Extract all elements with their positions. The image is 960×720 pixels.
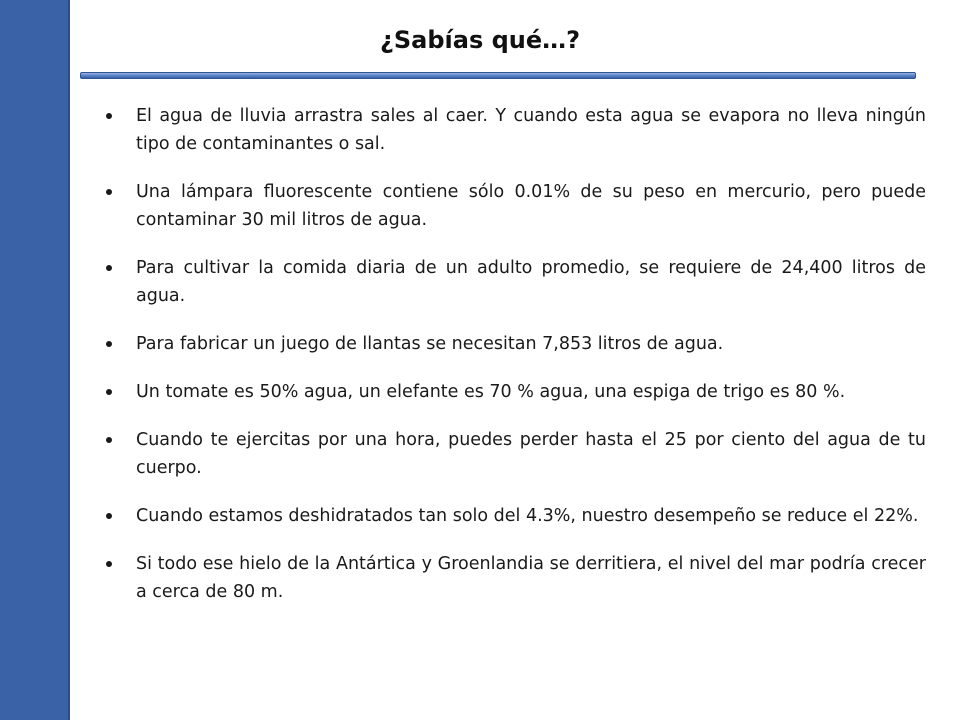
bullet-dot-icon (106, 189, 112, 195)
bullet-dot-icon (106, 389, 112, 395)
bullet-dot-icon (106, 113, 112, 119)
title-underline-rule (80, 72, 916, 79)
fact-item-6 (106, 426, 926, 482)
bullet-dot-icon (106, 437, 112, 443)
fact-item-1 (106, 102, 926, 158)
bullet-dot-icon (106, 513, 112, 519)
fact-text: Una lámpara fluorescente contiene sólo 0.01% de su peso en mercurio, pero puede contaminar 30 mil litros de agua. (136, 182, 926, 230)
fact-text: Para fabricar un juego de llantas se necesitan 7,853 litros de agua. (136, 334, 724, 354)
bullet-dot-icon (106, 341, 112, 347)
fact-item-7 (106, 502, 926, 530)
facts-list (106, 102, 926, 626)
fact-text: Para cultivar la comida diaria de un adulto promedio, se requiere de 24,400 litros de agua. (136, 258, 926, 306)
fact-text: Cuando te ejercitas por una hora, puedes perder hasta el 25 por ciento del agua de tu cuerpo. (136, 430, 926, 478)
fact-text: Si todo ese hielo de la Antártica y Groenlandia se derritiera, el nivel del mar podría crecer a cerca de 80 m. (136, 554, 926, 602)
left-accent-bar (0, 0, 70, 720)
bullet-dot-icon (106, 561, 112, 567)
slide-title: ¿Sabías qué…? (379, 26, 581, 54)
fact-text: Un tomate es 50% agua, un elefante es 70 % agua, una espiga de trigo es 80 %. (136, 382, 846, 402)
fact-item-2 (106, 178, 926, 234)
fact-item-5 (106, 378, 926, 406)
fact-item-3 (106, 254, 926, 310)
fact-text: El agua de lluvia arrastra sales al caer. Y cuando esta agua se evapora no lleva ningún tipo de contaminantes o sal. (136, 106, 926, 154)
fact-item-8 (106, 550, 926, 606)
bullet-dot-icon (106, 265, 112, 271)
fact-text: Cuando estamos deshidratados tan solo del 4.3%, nuestro desempeño se reduce el 22%. (136, 506, 919, 526)
fact-item-4 (106, 330, 926, 358)
